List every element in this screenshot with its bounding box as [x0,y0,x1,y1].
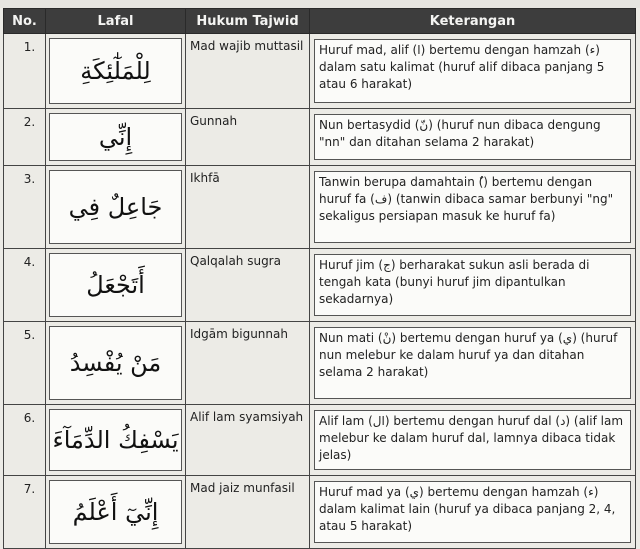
header-keterangan: Keterangan [310,9,636,34]
lafal-arabic-text: أَتَجْعَلُ [49,253,182,317]
table-header-row [4,9,636,34]
tajwid-table [3,8,636,549]
row-number: 6. [4,405,46,476]
keterangan-text: Tanwin berupa damahtain (ٌ) bertemu dengan huruf fa (ف) (tanwin dibaca samar berbunyi "ng" sekaligus persiapan masuk ke huruf fa) [314,171,631,243]
row-number: 7. [4,476,46,549]
table-row [4,405,636,476]
lafal-arabic-text: جَاعِلٌ فِي [49,170,182,244]
table-row [4,109,636,166]
table-row [4,322,636,405]
lafal-arabic-text: يَسْفِكُ الدِّمَآءَ [49,409,182,471]
hukum-tajwid-text: Idgām bigunnah [186,322,310,405]
table-row [4,34,636,109]
header-lafal: Lafal [46,9,186,34]
row-number: 4. [4,249,46,322]
hukum-tajwid-text: Mad jaiz munfasil [186,476,310,549]
keterangan-text: Huruf jim (ج) berharakat sukun asli berada di tengah kata (bunyi huruf jim dipantulkan sekadarnya) [314,254,631,316]
table-row [4,476,636,549]
hukum-tajwid-text: Ikhfā [186,166,310,249]
keterangan-text: Huruf mad, alif (ا) bertemu dengan hamzah (ء) dalam satu kalimat (huruf alif dibaca panjang 5 atau 6 harakat) [314,39,631,103]
table-row [4,166,636,249]
keterangan-text: Nun bertasydid (نّ) (huruf nun dibaca dengung "nn" dan ditahan selama 2 harakat) [314,114,631,160]
top-strip [0,0,640,8]
hukum-tajwid-text: Qalqalah sugra [186,249,310,322]
header-hukum-tajwid: Hukum Tajwid [186,9,310,34]
keterangan-text: Huruf mad ya (ي) bertemu dengan hamzah (ء) dalam kalimat lain (huruf ya dibaca panjang 2, 4, atau 5 harakat) [314,481,631,543]
row-number: 3. [4,166,46,249]
lafal-arabic-text: إِنِّيٓ أَعْلَمُ [49,480,182,544]
lafal-arabic-text: لِلْمَلٰٓئِكَةِ [49,38,182,104]
lafal-arabic-text: مَنْ يُفْسِدُ [49,326,182,400]
table-row [4,249,636,322]
lafal-arabic-text: إِنِّي [49,113,182,161]
keterangan-text: Nun mati (نْ) bertemu dengan huruf ya (ي) (huruf nun melebur ke dalam huruf ya dan ditahan selama 2 harakat) [314,327,631,399]
row-number: 1. [4,34,46,109]
header-no: No. [4,9,46,34]
row-number: 2. [4,109,46,166]
keterangan-text: Alif lam (ال) bertemu dengan huruf dal (د) (alif lam melebur ke dalam huruf dal, lamnya dibaca tidak jelas) [314,410,631,470]
row-number: 5. [4,322,46,405]
hukum-tajwid-text: Alif lam syamsiyah [186,405,310,476]
hukum-tajwid-text: Mad wajib muttasil [186,34,310,109]
hukum-tajwid-text: Gunnah [186,109,310,166]
